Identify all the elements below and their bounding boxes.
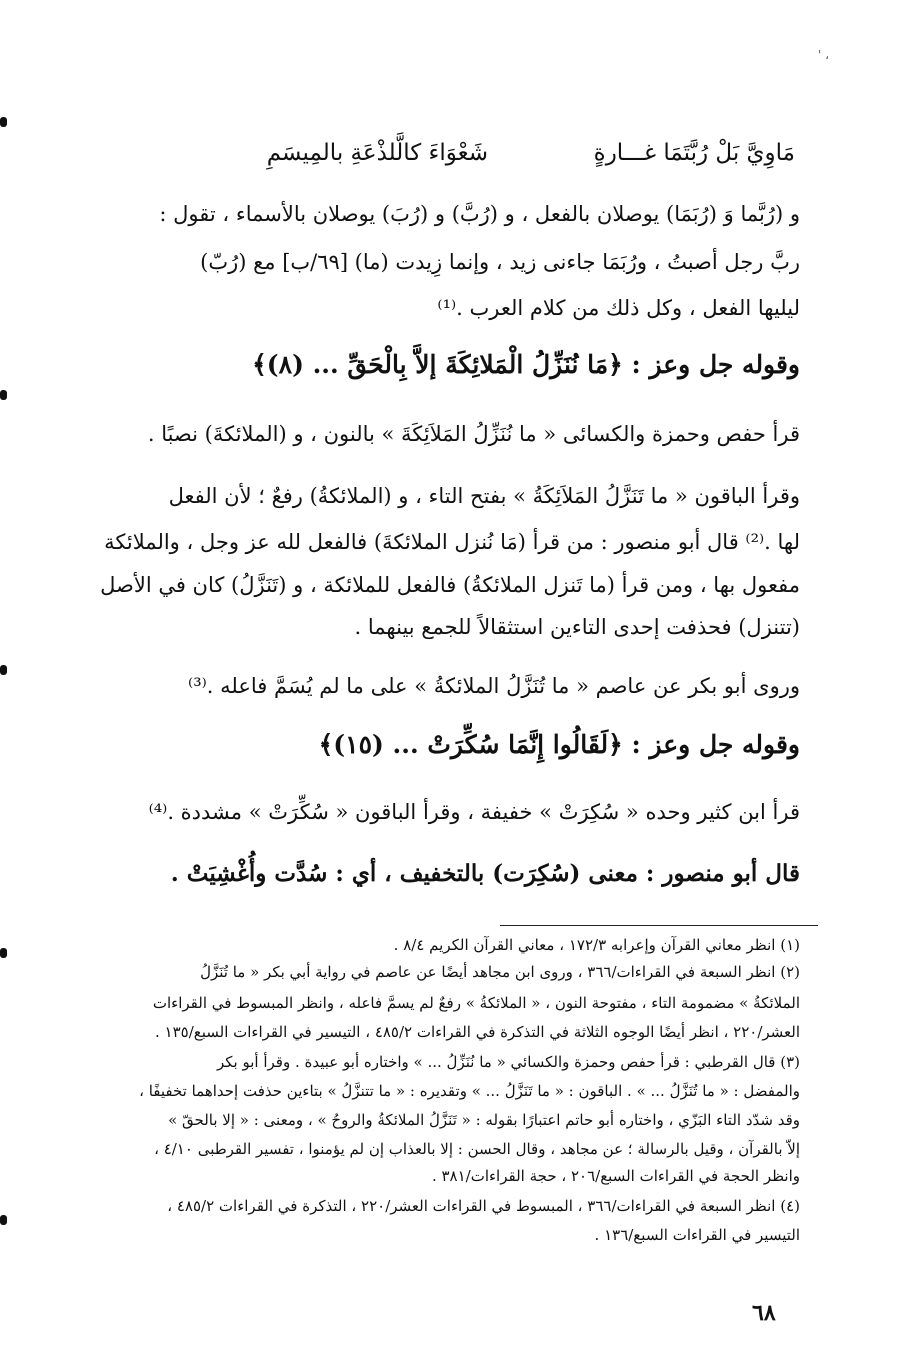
footnote-line-5: (٣) قال القرطبي : قرأ حفص وحمزة والكسائي « ما نُنَزِّلُ ... » واختاره أبو عبيدة . وقرأ أبو بكر <box>217 1053 800 1071</box>
paragraph-3: وروى أبو بكر عن عاصم « ما تُنَزَّلُ الملائكةُ » على ما لم يُسَمَّ فاعله .⁽³⁾ <box>188 674 800 698</box>
paragraph-5: قال أبو منصور : معنى (سُكِرَت) بالتخفيف ، أي : سُدَّت وأُغْشِيَتْ . <box>170 860 800 887</box>
binding-hole-mark <box>0 390 7 400</box>
verse-heading-1: وقوله جل وعز : ﴿مَا نُنَزِّلُ الْمَلائِكَةَ إلاَّ بِالْحَقِّ ... (٨)﴾ <box>252 350 800 379</box>
footnote-line-4: العشر/٢٢٠ ، انظر أيضًا الوجوه الثلاثة في التذكرة في القراءات ٤٨٥/٢ ، التيسير في القراءات السبع/١٣٥ . <box>154 1023 800 1041</box>
footnote-line-11: التيسير في القراءات السبع/١٣٦ . <box>594 1226 800 1244</box>
body-line-2: ربَّ رجل أصبتُ ، ورُبَمَا جاءنى زيد ، وإنما زِيدت (ما) [٦٩/ب] مع (رُبّ) <box>200 250 800 274</box>
page-number: ٦٨ <box>752 1300 776 1326</box>
margin-mark: ، ' <box>818 48 829 62</box>
paragraph-2-line-4: (تتنزل) فحذفت إحدى التاءين استثقالاً للجمع بينهما . <box>354 615 800 639</box>
body-line-3: ليليها الفعل ، وكل ذلك من كلام العرب .⁽¹⁾ <box>437 296 800 320</box>
body-line-1: و (رُبَّما وَ (رُبَمَا) يوصلان بالفعل ، و (رُبَّ) و (رُبَ) يوصلان بالأسماء ، تقول : <box>159 202 800 226</box>
paragraph-2-line-1: وقرأ الباقون « ما تَنَزَّلُ المَلاَئِكَةُ » بفتح التاء ، و (الملائكةُ) رفعٌ ؛ لأن الفعل <box>168 484 800 508</box>
binding-hole-mark <box>0 117 7 127</box>
paragraph-4: قرأ ابن كثير وحده « سُكِرَتْ » خفيفة ، وقرأ الباقون « سُكِّرَتْ » مشددة .⁽⁴⁾ <box>148 800 800 824</box>
footnote-line-9: وانظر الحجة في القراءات السبع/٢٠٦ ، حجة القراءات/٣٨١ . <box>431 1167 800 1185</box>
binding-hole-mark <box>0 1215 7 1225</box>
verse-heading-2: وقوله جل وعز : ﴿لَقَالُوا إِنَّمَا سُكِّرَتْ ... (١٥)﴾ <box>318 730 800 759</box>
binding-hole-mark <box>0 948 7 958</box>
paragraph-1: قرأ حفص وحمزة والكسائى « ما نُنَزِّلُ المَلاَئِكَةَ » بالنون ، و (الملائكةَ) نصبًا . <box>147 422 800 446</box>
binding-hole-mark <box>0 665 7 675</box>
footnote-line-2: (٢) انظر السبعة في القراءات/٣٦٦ ، وروى ابن مجاهد أيضًا عن عاصم في رواية أبي بكر « ما تُنَزَّلُ <box>200 963 800 981</box>
footnote-line-6: والمفضل : « ما تُنَزَّلُ ... » . الباقون : « ما تَنَزَّلُ ... » وتقديره : « ما تتنزَّلُ » بتاءين حذفت إحداهما تخفيفًا ، <box>139 1082 800 1100</box>
footnote-line-8: إلاّ بالقرآن ، وقيل بالرسالة ؛ عن مجاهد ، وقال الحسن : إلا بالعذاب إن لم يؤمنوا ، تفسير القرطبى ٤/١٠ ، <box>154 1140 800 1158</box>
footnote-line-1: (١) انظر معاني القرآن وإعرابه ١٧٢/٣ ، معاني القرآن الكريم ٨/٤ . <box>393 936 800 954</box>
paragraph-2-line-2: لها .⁽²⁾ قال أبو منصور : من قرأ (مَا نُنزل الملائكةَ) فالفعل لله عز وجل ، والملائكة <box>104 530 800 554</box>
footnote-line-10: (٤) انظر السبعة في القراءات/٣٦٦ ، المبسوط في القراءات العشر/٢٢٠ ، التذكرة في القراءات ٤٨٥/٢ ، <box>167 1197 800 1215</box>
footnote-separator <box>500 925 818 926</box>
footnote-line-3: الملائكةُ » مضمومة التاء ، مفتوحة النون ، « الملائكةُ » رفعٌ لم يسمَّ فاعله ، وانظر المبسوط في القراءات <box>152 994 800 1012</box>
paragraph-2-line-3: مفعول بها ، ومن قرأ (ما تَنزل الملائكةُ) فالفعل للملائكة ، و (تَنَزَّلُ) كان في الأصل <box>100 573 800 597</box>
verse-right-hemistich: مَاوِيَّ بَلْ رُبَّتَمَا غـــارةٍ <box>593 140 795 166</box>
footnote-line-7: وقد شدّد التاء البَزّي ، واختاره أبو حاتم اعتبارًا بقوله : « تَنَزَّلُ الملائكةُ والروحُ » ، ومعنى : « إلا بالحقّ » <box>168 1111 800 1129</box>
verse-left-hemistich: شَعْوَاءَ كالَّلذْعَةِ بالمِيسَمِ <box>266 140 488 166</box>
